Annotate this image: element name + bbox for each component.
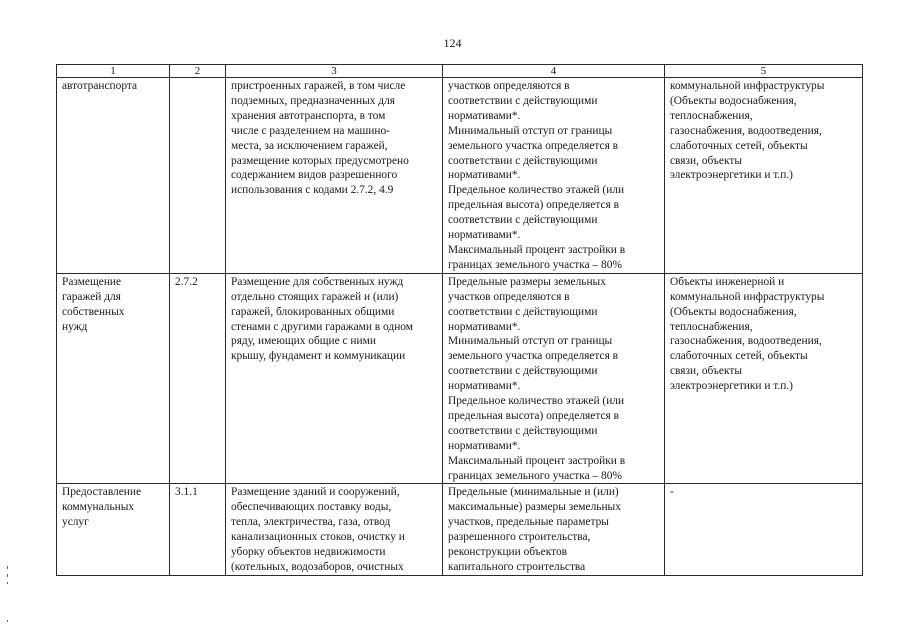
use-description-text: Размещение зданий и сооружений, обеспечивающих поставку воды, тепла, электричества, газа, отвод канализационных стоков, очистку и уборку объектов недвижимости (котельных, водозаборов, очистных	[231, 486, 405, 573]
column-header: 2	[170, 65, 226, 78]
table-row	[57, 484, 863, 575]
use-name-text: автотранспорта	[62, 80, 138, 92]
infrastructure-text: -	[670, 486, 674, 499]
infrastructure-cell	[665, 273, 863, 484]
scan-margin-mark	[7, 566, 8, 569]
use-code-cell	[170, 273, 226, 484]
table-row	[57, 273, 863, 484]
parameters-text: Предельные (минимальные и (или) максимальные) размеры земельных участков, предельные параметры разрешенного строительства, реконструкции объектов капитального строительства	[448, 486, 621, 573]
use-description-text: Размещение для собственных нужд отдельно стоящих гаражей и (или) гаражей, блокированных общими стенами с другими гаражами в одном ряду, имеющих общие с ними крышу, фундамент и коммуникации	[231, 275, 413, 363]
column-header: 3	[226, 65, 443, 78]
use-code-cell	[170, 78, 226, 274]
infrastructure-text: Объекты инженерной и коммунальной инфраструктуры (Объекты водоснабжения, теплоснабжения, газоснабжения, водоотведения, слаботочных сетей, объекты связи, объекты электроэнергетики и т.п.)	[670, 275, 825, 393]
parameters-cell	[443, 484, 665, 575]
use-description-cell	[226, 484, 443, 575]
use-description-text: пристроенных гаражей, в том числе подземных, предназначенных для хранения автотранспорта, в том числе с разделением на машино- места, за исключением гаражей, размещение которых предусмотрено содержанием видов разрешенного использования с кодами 2.7.2, 4.9	[231, 80, 409, 197]
use-code-text: 2.7.2	[175, 275, 198, 288]
infrastructure-cell	[665, 484, 863, 575]
use-name-cell	[57, 78, 170, 274]
use-code-text: 3.1.1	[175, 486, 198, 499]
scan-margin-mark	[7, 574, 8, 577]
use-code-cell	[170, 484, 226, 575]
use-name-text: Размещение гаражей для собственных нужд	[62, 275, 125, 333]
use-name-cell	[57, 484, 170, 575]
scan-margin-mark	[7, 620, 8, 622]
infrastructure-text: коммунальной инфраструктуры (Объекты водоснабжения, теплоснабжения, газоснабжения, водоотведения, слаботочных сетей, объекты связи, объекты электроэнергетики и т.п.)	[670, 80, 825, 182]
parameters-cell	[443, 273, 665, 484]
parameters-text: Предельные размеры земельных участков определяются в соответствии с действующими нормативами*. Минимальный отступ от границы земельного участка определяется в соответствии с действующими нормативами*. Предельное количество этажей (или предельная высота) определяется в соответствии с действующими нормативами*. Максимальный процент застройки в границах земельного участка – 80%	[448, 275, 626, 482]
use-description-cell	[226, 78, 443, 274]
parameters-text: участков определяются в соответствии с действующими нормативами*. Минимальный отступ от границы земельного участка определяется в соответствии с действующими нормативами*. Предельное количество этажей (или предельная высота) определяется в соответствии с действующими нормативами*. Максимальный процент застройки в границах земельного участка – 80%	[448, 80, 626, 271]
table-row	[57, 78, 863, 274]
parameters-cell	[443, 78, 665, 274]
page-number: 124	[443, 36, 462, 50]
table-header-row	[57, 65, 863, 78]
column-header: 1	[57, 65, 170, 78]
use-name-text: Предоставление коммунальных услуг	[62, 486, 142, 529]
use-description-cell	[226, 273, 443, 484]
column-header: 4	[443, 65, 665, 78]
column-header: 5	[665, 65, 863, 78]
use-name-cell	[57, 273, 170, 484]
infrastructure-cell	[665, 78, 863, 274]
land-use-table	[56, 64, 863, 576]
scan-margin-mark	[7, 582, 8, 584]
